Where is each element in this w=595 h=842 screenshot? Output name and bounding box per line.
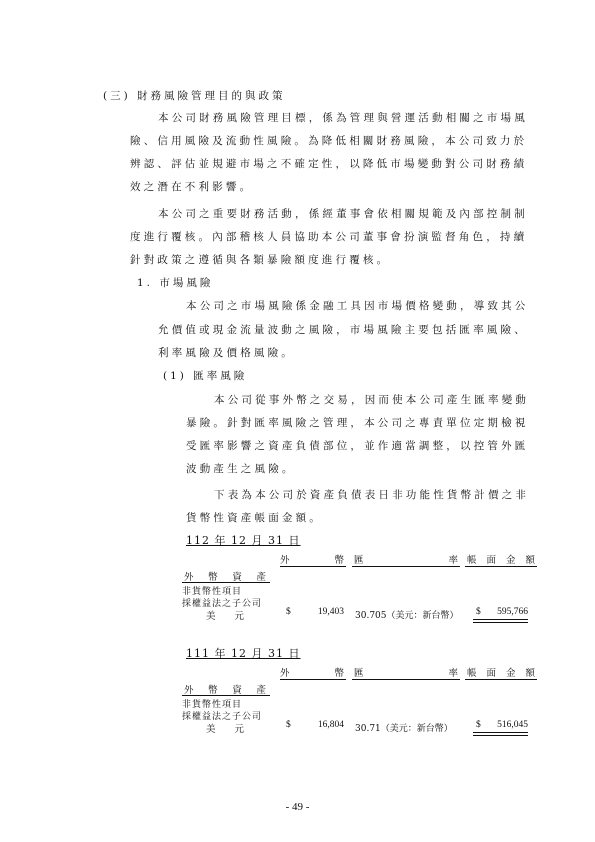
book-amount: 595,766 bbox=[497, 607, 528, 617]
paragraph-line: 本公司之市場風險係金融工具因市場價格變動，導致其公 bbox=[186, 300, 529, 312]
foreign-amount: 19,403 bbox=[317, 607, 344, 617]
foreign-amount: 16,804 bbox=[317, 720, 344, 730]
paragraph-line: 險、信用風險及流動性風險。為降低相關財務風險，本公司致力於 bbox=[130, 135, 528, 147]
category-label: 採權益法之子公司 bbox=[182, 599, 263, 609]
paragraph-line: 本公司財務風險管理目標，係為管理與營運活動相關之市場風 bbox=[158, 112, 528, 124]
paragraph-line: 本公司從事外幣之交易，因而使本公司產生匯率變動 bbox=[214, 394, 530, 406]
col-header-exchange-rate: 匯 率 bbox=[354, 555, 458, 566]
currency-label: 美 元 bbox=[206, 724, 244, 735]
col-header-foreign-currency: 外 幣 bbox=[280, 668, 344, 679]
section-heading: (三) 財務風險管理目的與政策 bbox=[103, 90, 286, 102]
paragraph-line: 允價值或現金流量波動之風險，市場風險主要包括匯率風險、 bbox=[158, 324, 528, 336]
paragraph-line: 下表為本公司於資產負債表日非功能性貨幣計價之非 bbox=[214, 489, 530, 501]
category-label: 非貨幣性項目 bbox=[182, 700, 243, 710]
dollar-sign: $ bbox=[476, 607, 481, 617]
paragraph-line: 暴險。針對匯率風險之管理，本公司之專責單位定期檢視 bbox=[186, 417, 529, 429]
category-label: 非貨幣性項目 bbox=[182, 587, 243, 597]
paragraph-line: 辨認、評估並規避市場之不確定性，以降低市場變動對公司財務績 bbox=[130, 158, 528, 170]
dollar-sign: $ bbox=[286, 720, 291, 730]
paragraph-line: 受匯率影響之資產負債部位，並作適當調整，以控管外匯 bbox=[186, 440, 529, 452]
col-header-exchange-rate: 匯 率 bbox=[354, 668, 458, 679]
paragraph-line: 度進行覆核。內部稽核人員協助本公司董事會扮演監督角色，持續 bbox=[130, 231, 528, 243]
dollar-sign: $ bbox=[286, 607, 291, 617]
market-risk-heading: 1. 市場風險 bbox=[137, 277, 214, 289]
paragraph-line: 波動產生之風險。 bbox=[186, 463, 296, 475]
col-header-foreign-currency: 外 幣 bbox=[280, 555, 344, 566]
exchange-rate: 30.71（美元：新台幣） bbox=[355, 724, 453, 734]
paragraph-line: 貨幣性資產帳面金額。 bbox=[186, 512, 323, 524]
exchange-rate: 30.705（美元：新台幣） bbox=[355, 611, 459, 621]
col-header-book-amount: 帳 面 金 額 bbox=[467, 668, 535, 679]
paragraph-line: 利率風險及價格風險。 bbox=[158, 347, 295, 359]
row-header-foreign-assets: 外 幣 資 產 bbox=[184, 572, 266, 583]
paragraph-line: 本公司之重要財務活動，係經董事會依相關規範及內部控制制 bbox=[158, 208, 528, 220]
paragraph-line: 針對政策之遵循與各類暴險額度進行覆核。 bbox=[130, 254, 391, 266]
table-date: 112 年 12 月 31 日 bbox=[186, 534, 301, 547]
row-header-foreign-assets: 外 幣 資 產 bbox=[184, 685, 266, 696]
fx-risk-heading: (1) 匯率風險 bbox=[163, 370, 248, 382]
dollar-sign: $ bbox=[476, 720, 481, 730]
table-date: 111 年 12 月 31 日 bbox=[186, 647, 301, 660]
page-number: - 49 - bbox=[285, 801, 310, 813]
currency-label: 美 元 bbox=[206, 611, 244, 622]
book-amount: 516,045 bbox=[497, 720, 528, 730]
category-label: 採權益法之子公司 bbox=[182, 712, 263, 722]
col-header-book-amount: 帳 面 金 額 bbox=[467, 555, 535, 566]
paragraph-line: 效之潛在不利影響。 bbox=[130, 181, 254, 193]
